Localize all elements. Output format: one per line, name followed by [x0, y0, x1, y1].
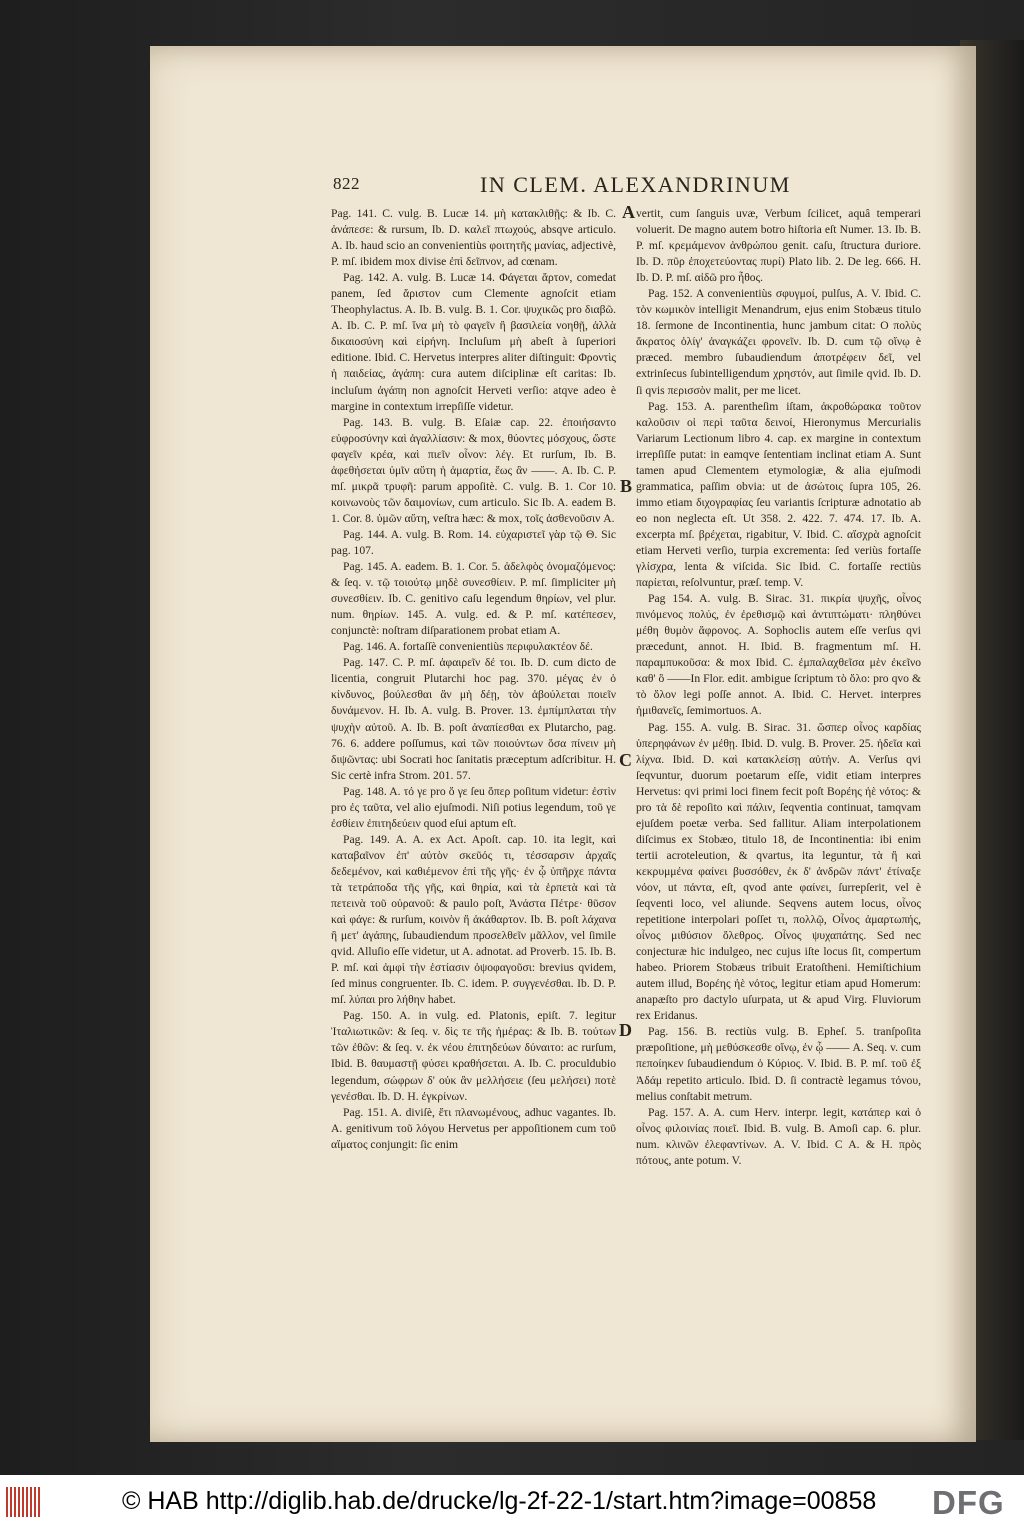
left-column	[331, 206, 616, 1153]
paragraph: Pag. 146. A. fortaſſè convenientiùs περιφυλακτέον δέ.	[343, 640, 593, 654]
paragraph: Pag. 148. A. τό γε pro ὅ γε ſeu ὅπερ poſitum videtur: ἐστὶν pro ἐς ταῦτα, vel alio ejuſmodi. Niſi potius legendum, τοῦ γε ἐσθίειν ἐπιτηδεύειν quod eſui aptum eſt.	[331, 784, 616, 830]
paragraph: Pag. 142. A. vulg. B. Lucæ 14. Φάγεται ἄρτον, comedat panem, ſed ἄριστον cum Clemente agnoſcit etiam Theophylactus. A. Ib. B. vulg. B. 1. Cor. ψυχικῶς pro διαβῶ. A. Ib. C. P. mſ. ἵνα μὴ τὸ φαγεῖν ἢ βασιλεία νοηθῇ, ἀλλὰ δικαιοσύνη καὶ εἰρήνη. Incluſum μὴ abeſt à ſuperiori editione. Ibid. C. Hervetus interpres aliter diſtinguit: Φροντὶς ἡ παιδείας, ἀγάπη: cura autem diſciplinæ eſt caritas: Ib. incluſum ἀγάπη non agnoſcit Herveti verſio: atqve adeo è margine in contextum irrepſiſſe videtur.	[331, 271, 616, 413]
copyright-link[interactable]: © HAB http://diglib.hab.de/drucke/lg-2f-22-1/start.htm?image=00858	[122, 1487, 877, 1515]
paragraph: Pag. 150. A. in vulg. ed. Platonis, epiſt. 7. legitur Ἰταλιωτικῶν: & ſeq. v. δὶς τε τῆς ἡμέρας: & Ib. B. τούτων τῶν ἐθῶν: & ſeq. v. ἐκ νέου ἐπιτηδεύων δύναιτο: ac rurſum, Ibid. B. θαυμαστῇ φύσει κραθήσεται. A. Ib. C. proculdubio legendum, σώφρων δ' οὐκ ἂν μελλήσειε (ſeu μελήσει) ποτὲ γενέσθαι. Ib. D. H. ἐγκρίνων.	[331, 1009, 616, 1103]
paragraph: Pag. 157. A. A. cum Herv. interpr. legit, κατάπερ καὶ ὁ οἶνος φιλοινίας ποιεῖ. Ibid. B. vulg. B. Amoſi cap. 6. plur. num. κλινῶν ἐλεφαντίνων. A. V. Ibid. C A. & H. πρὸς πότους, ante potum. V.	[636, 1105, 921, 1167]
margin-letter-c: C	[619, 750, 632, 770]
right-column	[636, 206, 921, 1169]
paragraph: Pag. 149. A. A. ex Act. Apoſt. cap. 10. ita legit, καὶ καταβαῖνον ἐπ' αὐτὸν σκεῦός τι, τέσσαρσιν ἀρχαῖς δεδεμένον, καὶ καθιέμενον ἐπὶ τῆς γῆς· ἐν ᾧ ὑπῆρχε πάντα τὰ τετράποδα τῆς γῆς, καὶ θηρία, καὶ τὰ ἑρπετὰ καὶ τὰ πετεινὰ τοῦ οὐρανοῦ: & paulo poſt, Ἀνάστα Πέτρε· θῦσον καὶ φάγε: & rurſum, κοινὸν ἢ ἀκάθαρτον. Ib. B. poſt λάχανα ἢ μετ' ἀγάπης, ſubaudiendum προσελθεῖν μᾶλλον, vel ſimile qvid. Alluſio eſſe videtur, ut A. adnotat. ad Proverb. 15. Ib. B. P. mſ. καὶ ἀμφὶ τὴν ἑστίασιν ὀψοφαγοῦσι: brevius qvidem, ſed minus congruenter. Ib. C. idem. P. συγγενέσθαι. Ib. D. P. mſ. λύπαι pro λήθην habet.	[331, 832, 616, 1007]
page-header	[333, 172, 791, 202]
paragraph: Pag. 144. A. vulg. B. Rom. 14. εὐχαριστεῖ γὰρ τῷ Θ. Sic pag. 107.	[331, 527, 616, 557]
margin-letter-b: B	[620, 476, 633, 496]
footer-banner	[0, 1475, 1024, 1529]
dfg-logo[interactable]: DFG	[932, 1484, 1005, 1521]
page-number: 822	[333, 174, 360, 193]
paragraph: Pag. 156. B. rectiùs vulg. B. Epheſ. 5. tranſpoſita præpoſitione, μὴ μεθύσκεσθε οἴνῳ, ἐν ᾧ —— A. Seq. v. cum πεποίηκεν ſubaudiendum ὁ Κύριος. V. Ibid. B. P. mſ. τοῦ ἐξ Ἀδάμ repetito articulo. Ibid. D. ſi contractè legamus τόνου, melius conſtabit metrum.	[636, 1025, 921, 1103]
margin-letter-a: A	[622, 202, 635, 222]
paragraph: Pag 154. A. vulg. B. Sirac. 31. πικρία ψυχῆς, οἶνος πινόμενος πολύς, ἐν ἐρεθισμῷ καὶ ἀντιπτώματι· πληθύνει μέθη θυμὸν ἄφρονος. A. Sophoclis autem eſſe verſus qvi præcedunt, annot. H. Ibid. B. fragmentum mſ. H. παραμπυκοῦσα: & mox Ibid. C. ἐμπαλαχθεῖσα μὲν ἐκεῖνο καθ' ὃ ——In Flor. edit. ambigue ſcriptum τὸ ὅλο: pro qvo & τὸ ὅλον legi poſſe annot. A. Ibid. C. Hervet. interpres ἡμιθανεῖς, ſemimortuos. A.	[636, 592, 921, 718]
paragraph: Pag. 147. C. P. mſ. ἀφαιρεῖν δέ τοι. Ib. D. cum dicto de licentia, congruit Plutarchi hoc pag. 370. μέγας ἐν ὀ κίνδυνος, βούλεσθαι ἂν μὴ δέῃ, τὸν ἀβούλεται ποιεῖν δυνάμενον. H. Ib. A. vulg. B. Prover. 13. ἐμπίμπλαται τὴν ψυχὴν αὐτοῦ. A. Ib. B. poſt ἀναπίεσθαι ex Plutarcho, pag. 76. 6. addere poſſumus, καὶ τῶν ποιούντων ὅσα πίνειν μὴ διψῶντας: ubi Socrati hoc ſanitatis præceptum adſcribitur. H. Sic certè infra Strom. 201. 57.	[331, 656, 616, 782]
paragraph: Pag. 145. A. eadem. B. 1. Cor. 5. ἀδελφὸς ὀνομαζόμενος: & ſeq. v. τῷ τοιούτῳ μηδὲ συνεσθίειν. P. mſ. ſimpliciter μὴ συνεσθίειν. Ib. C. genitivo caſu legendum θηρίων, vel plur. num. θηρίων. 145. A. vulg. ed. & P. mſ. κατέπεσεν, conjunctè: noſtram diſparationem probat etiam A.	[331, 560, 616, 638]
paragraph: Pag. 152. A convenientiùs σφυγμοί, pulſus, A. V. Ibid. C. τὸν κωμικὸν intelligit Menandrum, ejus enim Stobæus titulo 18. ſermone de Incontinentia, hunc jambum citat: Ο πολὺς ἄκρατος ὀλίγ' ἀναγκάζει φρονεῖν. Ib. D. cum τῷ οἴνῳ è præced. membro ſubaudiendum ἀποτρέφειν δεῖ, vel extrinſecus ſubintelligendum χρηστόν, aut ſimile qvid. Ib. D. ſi qvis περισσὸν malit, per me licet.	[636, 287, 921, 397]
paragraph: Pag. 143. B. vulg. B. Eſaiæ cap. 22. ἐποιήσαντο εὐφροσύνην καὶ ἀγαλλίασιν: & mox, θύοντες μόσχους, ὥστε φαγεῖν κρέα, καὶ πιεῖν οἶνον: λέγ. Et rurſum, Ib. B. ἀφεθήσεται ὑμῖν αὕτη ἡ ἁμαρτία, ἕως ἂν ——. A. Ib. C. P. mſ. μικρᾶ τρυφῆ: parum appoſitè. C. vulg. B. 1. Cor 10. κοινωνοὺς τῶν δαιμονίων, cum articulo. Sic Ib. A. eadem B. 1. Cor. 8. ὑμῶν αὕτη, veſtra hæc: & mox, τοῖς ἀσθενοῦσιν A.	[331, 415, 616, 525]
barcode-icon	[6, 1487, 42, 1517]
paragraph: Pag. 151. A. diviſè, ἔτι πλανωμένους, adhuc vagantes. Ib. A. genitivum τοῦ λόγου Hervetus per appoſitionem cum τοῦ αἵματος conjungit: ſic enim	[331, 1105, 616, 1151]
paragraph: Pag. 141. C. vulg. B. Lucæ 14. μὴ κατακλιθῇς: & Ib. C. ἀνάπεσε: & rursum, Ib. D. καλεῖ πτωχούς, absqve articulo. A. Ib. haud scio an convenientiùs φοιτητῆς μανίας, adjectivè, P. mſ. ibidem mox divise ἐπὶ δεῖπνον, ad cœnam.	[331, 207, 616, 269]
paragraph: vertit, cum ſanguis uvæ, Verbum ſcilicet, aquâ temperari voluerit. De magno autem botro hiſtoria eſt Numer. 13. Ib. B. P. mſ. κρεμάμενον ἀνθρώπου genit. caſu, ſtructura duriore. Ib. D. πῦρ ἐποχετεύοντας πυρί) Plato lib. 2. De leg. 666. H. Ib. D. P. mſ. αἰδῶ pro ἦθος.	[636, 207, 921, 285]
running-title: IN CLEM. ALEXANDRINUM	[480, 172, 791, 197]
paragraph: Pag. 155. A. vulg. B. Sirac. 31. ὥσπερ οἶνος καρδίας ὑπερηφάνων ἐν μέθῃ. Ibid. D. vulg. B. Prover. 25. ἡδεῖα καὶ λίχνα. Ibid. D. καὶ κατακλείσῃ αὐτήν. A. Verſus qvi ſeqvuntur, duorum poetarum eſſe, vidit etiam interpres Hervetus: qvi primi loci finem fecit poſt Βορέης ἠὲ νότος: & pro τὰ δὲ repoſito καὶ πάλιν, ſeqventia continuat, tamqvam ejuſdem poetæ verba. Sed fallitur. Aliam interpolationem diſcimus ex Stobæo, titulo 18, de Incontinentia: ibi enim tertii acroteleution, & qvartus, ita leguntur, τὰ ἢ καὶ κεκρυμμένα φαίνει βυσσόθεν, ἐκ δ' ἀνδρῶν πάντ' ἐτίναξε νόον, ut πάντα, eſt, qvod ante φαίνει, ſurrepſerit, vel è ſeqventi loco, vel aliunde. Seqvens autem locus, οἶνος repetitione interpolari poſſet τι, πολλῷ, Οἶνος ἁμαρτωπής, οἶνος μιθύσιον ὄλεθρος. Οἶνος ψυχαπάτης. Sed nec conjecturæ hic indulgeo, nec cujus iſte locus ſit, compertum habeo. Priorem Stobæus tribuit Eratoſtheni. Hemiſtichium autem illud, Βορέης ἠὲ νότος, legitur etiam apud Homerum: anapæſto pro dactylo uſurpata, ut & apud Virg. Fluviorum rex Eridanus.	[636, 720, 921, 1023]
margin-letter-d: D	[619, 1020, 632, 1040]
paragraph: Pag. 153. A. parentheſim iſtam, ἀκροθώρακα τοῦτον καλοῦσιν οἱ περὶ ταῦτα δεινοί, Hieronymus Mercurialis Variarum Lectionum libro 4. cap. ex margine in contextum irrepſiſſe putat: in eamqve ſententiam inclinat etiam A. Sunt tamen apud Clementem etymologiæ, & alia ejuſmodi grammatica, paſſim obvia: ut de ἀσώτοις ſupra 105, 26. immo etiam διχογραφίας ſeu variantis ſcripturæ adnotatio ab eo non neglecta eſt. Ut 358. 2. 422. 7. 474. 17. Ib. A. excerpta mſ. βρέχεται, rigabitur, V. Ibid. C. αἴσχρὰ agnoſcit etiam Herveti verſio, turpia excrementa: ſed veriùs fortaſſe γλίσχρα, lenta & viſcida. Sic Ibid. C. fortaſſe rectiùs παρίεται, reſolvuntur, præſ. temp. V.	[636, 399, 921, 590]
